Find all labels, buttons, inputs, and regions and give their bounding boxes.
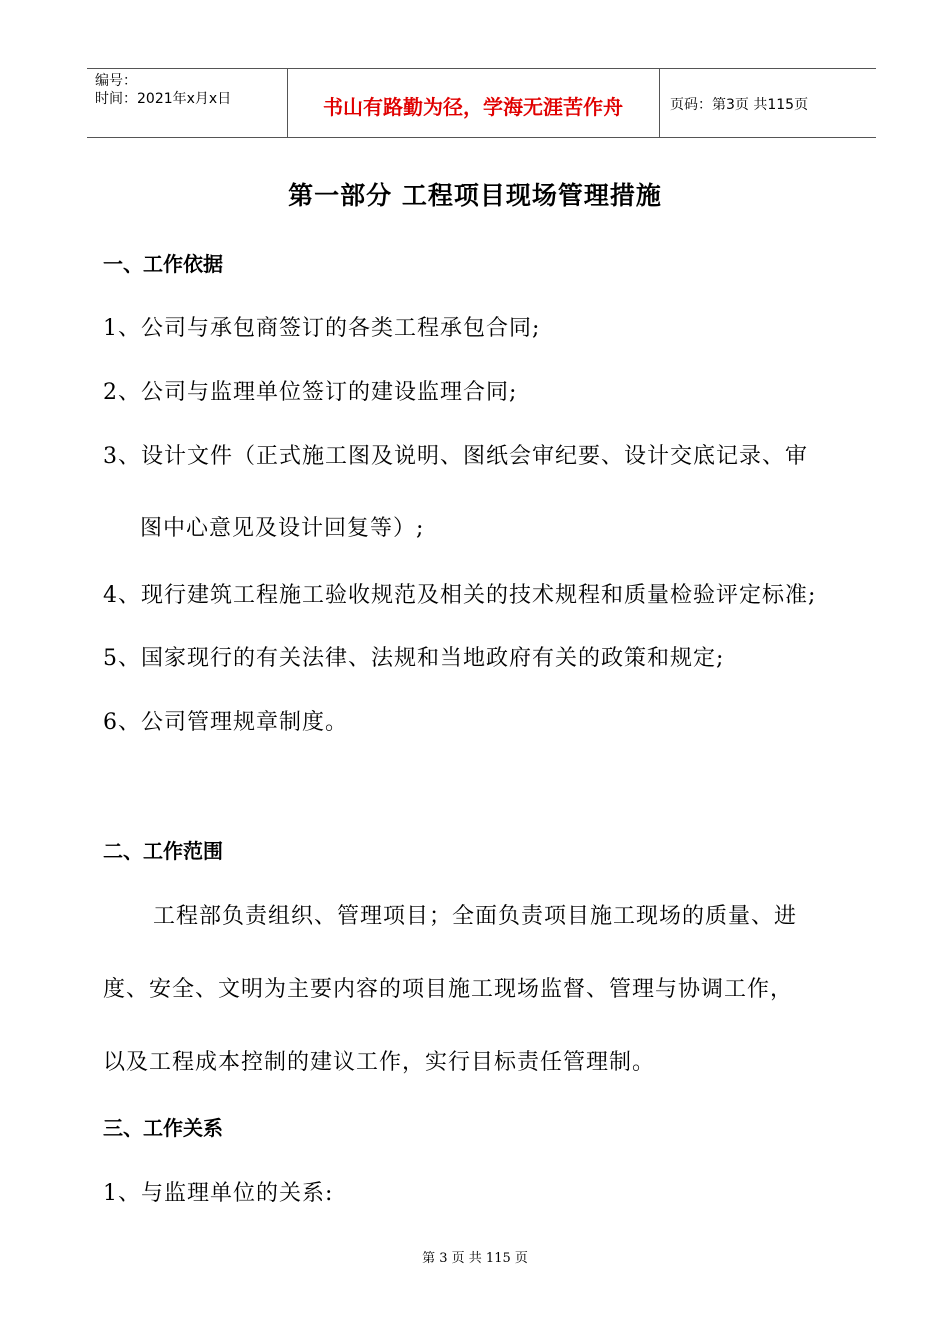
list-item: 1、与监理单位的关系: — [103, 1181, 334, 1206]
section-heading: 一、工作依据 — [103, 252, 223, 276]
list-item: 4、现行建筑工程施工验收规范及相关的技术规程和质量检验评定标准; — [103, 583, 817, 608]
header-page-info: 页码：第3页 共115页 — [670, 97, 809, 113]
section-heading: 二、工作范围 — [103, 839, 223, 863]
document-date: 时间：2021年x月x日 — [95, 91, 232, 107]
header-page-cell — [660, 69, 876, 137]
header-motto-cell — [287, 69, 660, 137]
list-item-continuation: 图中心意见及设计回复等）; — [140, 516, 425, 541]
document-code-label: 编号： — [95, 73, 137, 89]
list-item: 2、公司与监理单位签订的建设监理合同; — [103, 380, 518, 405]
page-footer: 第 3 页 共 115 页 — [422, 1251, 528, 1266]
page-title: 第一部分 工程项目现场管理措施 — [288, 181, 662, 210]
document-header — [87, 68, 876, 138]
paragraph-line: 工程部负责组织、管理项目；全面负责项目施工现场的质量、进 — [153, 904, 798, 929]
list-item: 3、设计文件（正式施工图及说明、图纸会审纪要、设计交底记录、审 — [103, 444, 808, 469]
paragraph-line: 以及工程成本控制的建议工作，实行目标责任管理制。 — [103, 1050, 656, 1075]
list-item: 5、国家现行的有关法律、法规和当地政府有关的政策和规定; — [103, 646, 725, 671]
list-item: 6、公司管理规章制度。 — [103, 710, 348, 735]
header-motto: 书山有路勤为径，学海无涯苦作舟 — [323, 95, 623, 119]
list-item: 1、公司与承包商签订的各类工程承包合同; — [103, 316, 541, 341]
paragraph-line: 度、安全、文明为主要内容的项目施工现场监督、管理与协调工作， — [103, 977, 794, 1002]
section-heading: 三、工作关系 — [103, 1116, 223, 1140]
header-meta-cell — [87, 69, 288, 137]
